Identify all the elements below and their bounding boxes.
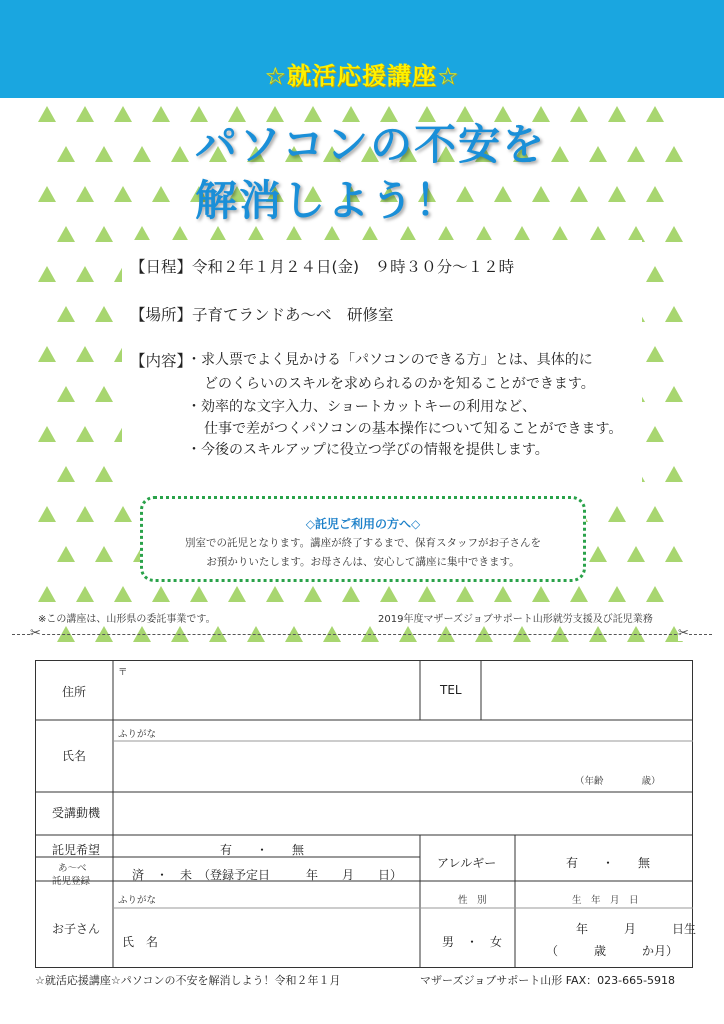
- headline-line-1: パソコンの不安を: [195, 120, 547, 169]
- motive-label: 受講動機: [52, 806, 101, 820]
- triangle-decoration: [76, 586, 94, 602]
- birthdate-fields[interactable]: 年 月 日生: [576, 922, 697, 936]
- triangle-decoration: [494, 586, 512, 602]
- gender-options[interactable]: 男 ・ 女: [442, 935, 503, 949]
- notice-text: 別室での託児となります。講座が終了するまで、保育スタッフがお子さんを: [185, 537, 541, 549]
- triangle-decoration: [76, 426, 94, 442]
- triangle-decoration: [152, 106, 170, 122]
- triangle-decoration: [551, 146, 569, 162]
- name-input[interactable]: [118, 744, 568, 788]
- triangle-decoration: [152, 186, 170, 202]
- bottom-left-text: ☆就活応援講座☆パソコンの不安を解消しよう！令和２年１月: [35, 974, 341, 987]
- content-label: 【内容】: [130, 352, 193, 370]
- triangle-decoration: [38, 266, 56, 282]
- triangle-decoration: [665, 466, 683, 482]
- content-line: ・求人票でよく見かける「パソコンのできる方」とは、具体的に: [187, 352, 593, 368]
- triangle-decoration: [646, 426, 664, 442]
- triangle-decoration: [95, 226, 113, 242]
- triangle-decoration: [646, 346, 664, 362]
- postal-mark: 〒: [118, 667, 128, 678]
- triangle-decoration: [665, 386, 683, 402]
- triangle-decoration: [114, 106, 132, 122]
- triangle-decoration: [114, 506, 132, 522]
- triangle-decoration: [152, 586, 170, 602]
- triangle-decoration: [57, 546, 75, 562]
- childcare-options[interactable]: 有 ・ 無: [220, 843, 305, 857]
- triangle-decoration: [38, 186, 56, 202]
- triangle-decoration: [95, 546, 113, 562]
- scissors-icon: ✂: [30, 626, 41, 641]
- triangle-decoration: [646, 266, 664, 282]
- schedule-text: 【日程】令和２年１月２４日(金) ９時３０分～１２時: [130, 258, 515, 276]
- triangle-decoration: [114, 186, 132, 202]
- child-name-input[interactable]: [170, 912, 410, 962]
- triangle-decoration: [133, 146, 151, 162]
- triangle-decoration: [380, 586, 398, 602]
- child-age-fields[interactable]: （ 歳 か月）: [546, 944, 679, 958]
- notice-title: ◇託児ご利用の方へ◇: [305, 517, 421, 531]
- triangle-decoration: [76, 106, 94, 122]
- triangle-decoration: [76, 266, 94, 282]
- triangle-decoration: [171, 146, 189, 162]
- age-text: （年齢 歳）: [575, 776, 661, 787]
- triangle-decoration: [570, 186, 588, 202]
- triangle-decoration: [95, 386, 113, 402]
- allergy-label: アレルギー: [437, 856, 497, 870]
- tel-input[interactable]: [485, 664, 690, 716]
- content-line: ・今後のスキルアップに役立つ学びの情報を提供します。: [187, 442, 549, 458]
- triangle-decoration: [589, 546, 607, 562]
- triangle-decoration: [646, 106, 664, 122]
- address-input[interactable]: [150, 664, 418, 716]
- triangle-decoration: [38, 506, 56, 522]
- triangle-decoration: [228, 586, 246, 602]
- footnote-right: 2019年度マザーズジョブサポート山形就労支援及び託児業務: [378, 614, 653, 625]
- triangle-decoration: [608, 106, 626, 122]
- triangle-decoration: [532, 586, 550, 602]
- triangle-decoration: [57, 306, 75, 322]
- triangle-decoration: [627, 146, 645, 162]
- content-line: ・効率的な文字入力、ショートカットキーの利用など、: [187, 399, 537, 415]
- child-name-label: 氏 名: [122, 935, 159, 949]
- triangle-decoration: [570, 586, 588, 602]
- triangle-decoration: [38, 106, 56, 122]
- triangle-decoration: [665, 146, 683, 162]
- triangle-decoration: [57, 386, 75, 402]
- triangle-decoration: [646, 186, 664, 202]
- content-line: どのくらいのスキルを求められるのかを知ることができます。: [204, 376, 595, 392]
- triangle-decoration: [95, 146, 113, 162]
- triangle-decoration: [57, 226, 75, 242]
- abe-label-1: あ～べ: [58, 863, 87, 874]
- triangle-decoration: [608, 186, 626, 202]
- notice-text: お預かりいたします。お母さんは、安心して講座に集中できます。: [206, 556, 520, 568]
- triangle-decoration: [608, 586, 626, 602]
- triangle-decoration: [190, 586, 208, 602]
- name-furigana-label: ふりがな: [118, 729, 157, 740]
- triangle-decoration: [76, 186, 94, 202]
- child-furigana-label: ふりがな: [118, 895, 157, 906]
- child-label: お子さん: [52, 922, 101, 936]
- bottom-fax-text: マザーズジョブサポート山形 FAX：023-665-5918: [420, 974, 676, 987]
- address-label: 住所: [62, 685, 87, 699]
- triangle-decoration: [494, 186, 512, 202]
- footnote-left: ※この講座は、山形県の委託事業です。: [38, 614, 216, 625]
- cut-line: [12, 634, 712, 635]
- triangle-decoration: [532, 186, 550, 202]
- triangle-decoration: [95, 306, 113, 322]
- triangle-decoration: [665, 306, 683, 322]
- triangle-decoration: [114, 586, 132, 602]
- triangle-decoration: [38, 346, 56, 362]
- headline-line-2: 解消しよう！: [195, 176, 460, 225]
- scissors-icon: ✂: [678, 626, 689, 641]
- name-label: 氏名: [62, 749, 87, 763]
- triangle-decoration: [418, 586, 436, 602]
- content-line: 仕事で差がつくパソコンの基本操作について知ることができます。: [204, 421, 623, 437]
- triangle-decoration: [665, 546, 683, 562]
- tel-label: TEL: [440, 683, 462, 697]
- triangle-decoration: [646, 506, 664, 522]
- triangle-decoration: [342, 586, 360, 602]
- place-text: 【場所】子育てランドあ～べ 研修室: [130, 306, 394, 324]
- triangle-decoration: [646, 586, 664, 602]
- abe-registration-options[interactable]: 済 ・ 未 （登録予定日 年 月 日）: [132, 868, 403, 882]
- gender-label: 性 別: [458, 895, 487, 906]
- triangle-decoration: [570, 106, 588, 122]
- birthdate-label: 生 年 月 日: [572, 895, 639, 906]
- allergy-options[interactable]: 有 ・ 無: [566, 856, 651, 870]
- triangle-decoration: [665, 226, 683, 242]
- triangle-decoration: [266, 586, 284, 602]
- triangle-decoration: [608, 506, 626, 522]
- triangle-decoration: [76, 506, 94, 522]
- triangle-decoration: [627, 546, 645, 562]
- triangle-decoration: [38, 586, 56, 602]
- triangle-decoration: [456, 586, 474, 602]
- triangle-decoration: [95, 466, 113, 482]
- triangle-decoration: [76, 346, 94, 362]
- abe-label-2: 託児登録: [52, 876, 91, 887]
- triangle-decoration: [38, 426, 56, 442]
- triangle-decoration: [304, 586, 322, 602]
- childcare-notice-box: [140, 496, 586, 582]
- banner-title: ☆就活応援講座☆: [264, 62, 460, 90]
- triangle-decoration: [57, 146, 75, 162]
- motive-input[interactable]: [118, 795, 688, 831]
- childcare-label: 託児希望: [52, 843, 101, 857]
- triangle-decoration: [589, 146, 607, 162]
- triangle-decoration: [57, 466, 75, 482]
